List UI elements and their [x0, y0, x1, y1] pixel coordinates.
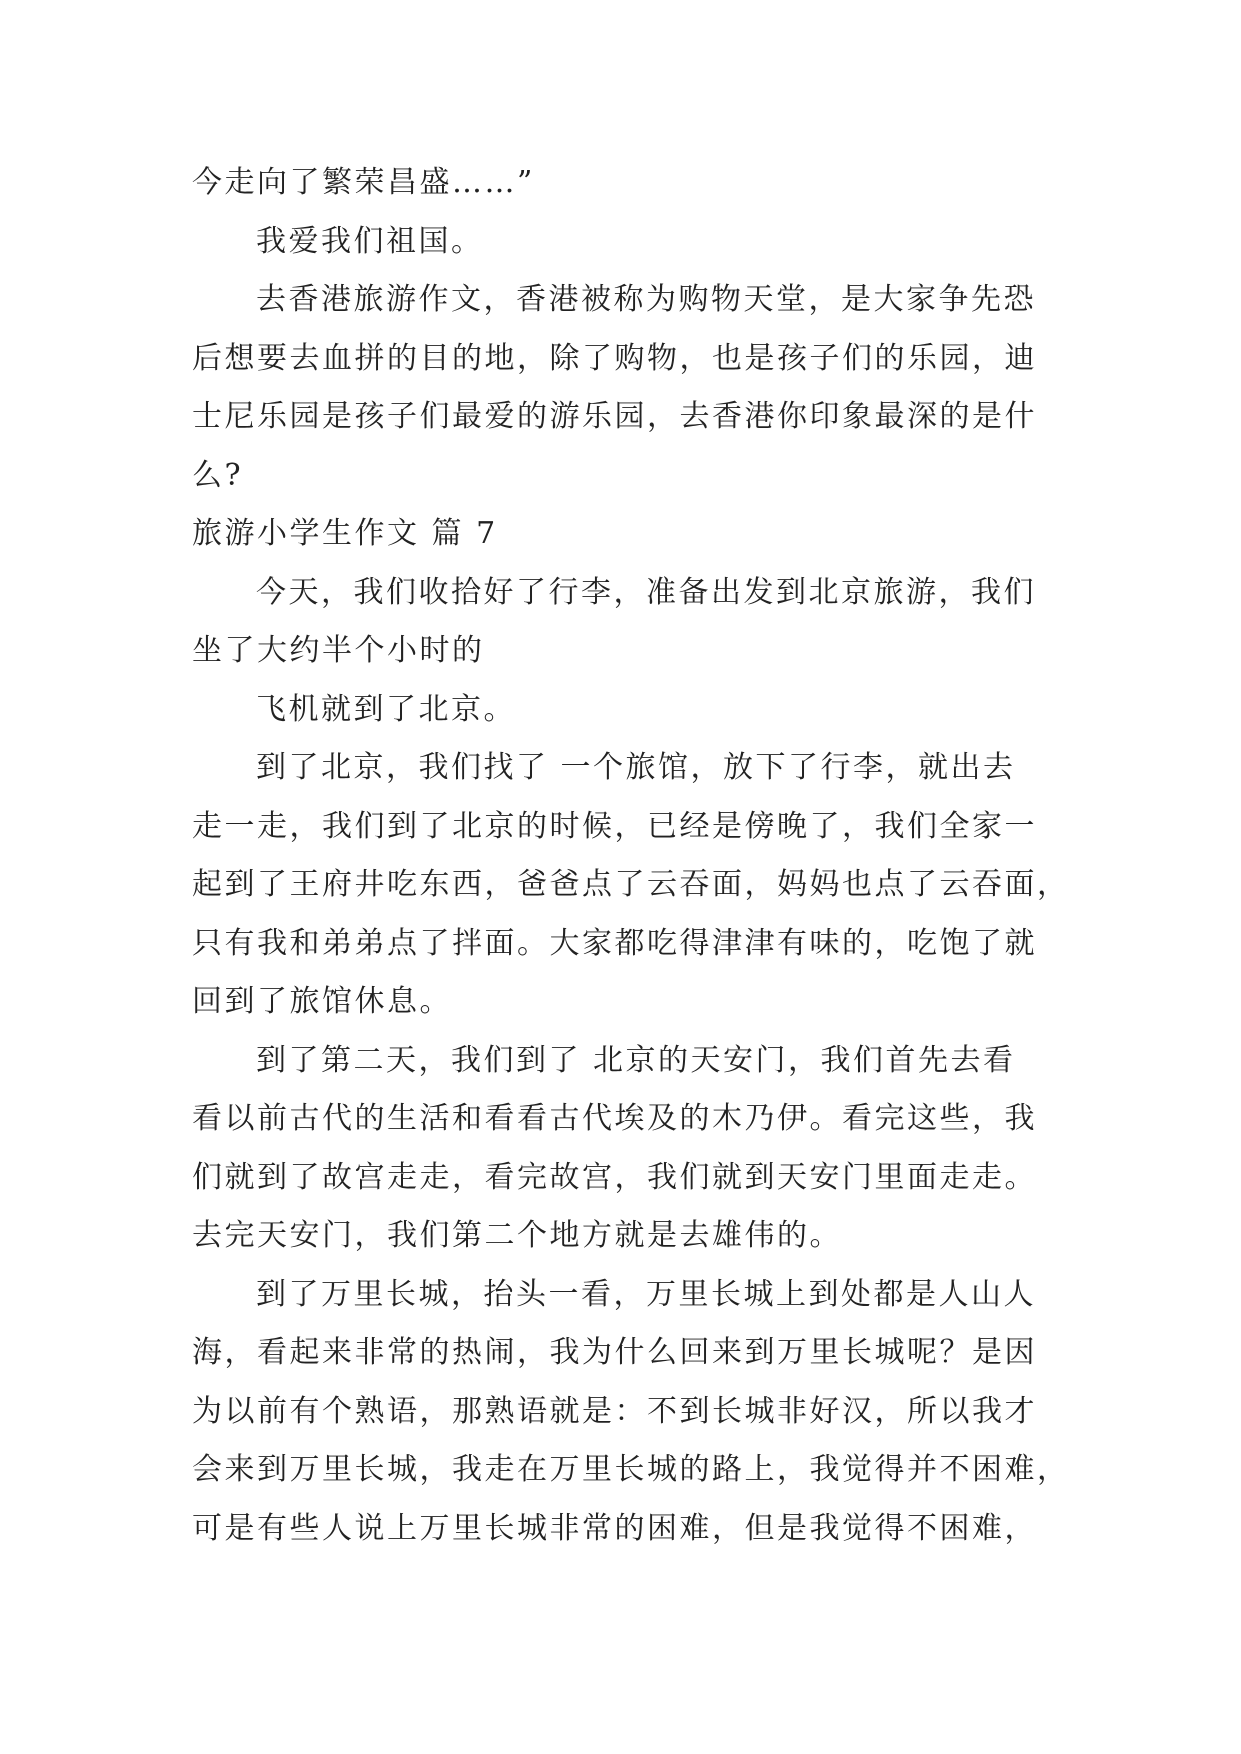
text-line: 去完天安门，我们第二个地方就是去雄伟的。 — [192, 1218, 842, 1253]
text-line: 为以前有个熟语，那熟语就是：不到长城非好汉，所以我才 — [192, 1393, 1037, 1429]
text-line: 今走向了繁荣昌盛……” — [192, 165, 535, 200]
text-line: 么? — [192, 457, 244, 493]
text-line: 会来到万里长城，我走在万里长城的路上，我觉得并不困难， — [192, 1452, 1070, 1487]
text-line: 只有我和弟弟点了拌面。大家都吃得津津有味的，吃饱了就 — [192, 925, 1037, 961]
section-heading: 旅游小学生作文 篇 7 — [192, 516, 498, 551]
text-line: 士尼乐园是孩子们最爱的游乐园，去香港你印象最深的是什 — [192, 399, 1037, 434]
text-line: 回到了旅馆休息。 — [192, 984, 452, 1019]
text-line: 走一走，我们到了北京的时候，已经是傍晚了，我们全家一 — [192, 808, 1037, 844]
text-line: 到了北京，我们找了 一个旅馆，放下了行李，就出去 — [256, 750, 1016, 785]
text-line: 后想要去血拼的目的地，除了购物，也是孩子们的乐园，迪 — [192, 340, 1037, 376]
text-line: 到了第二天，我们到了 北京的天安门，我们首先去看 — [256, 1042, 1016, 1078]
text-line: 们就到了故宫走走，看完故宫，我们就到天安门里面走走。 — [192, 1159, 1037, 1195]
text-line: 我爱我们祖国。 — [256, 223, 484, 259]
text-line: 起到了王府井吃东西，爸爸点了云吞面，妈妈也点了云吞面， — [192, 867, 1070, 902]
article-body — [192, 154, 1072, 1558]
text-line: 可是有些人说上万里长城非常的困难，但是我觉得不困难， — [192, 1510, 1037, 1546]
text-line: 去香港旅游作文，香港被称为购物天堂，是大家争先恐 — [256, 282, 1036, 317]
text-line: 坐了大约半个小时的 — [192, 633, 485, 668]
text-line: 到了万里长城，抬头一看，万里长城上到处都是人山人 — [256, 1276, 1036, 1312]
text-line: 海，看起来非常的热闹，我为什么回来到万里长城呢？是因 — [192, 1335, 1037, 1370]
text-line: 看以前古代的生活和看看古代埃及的木乃伊。看完这些，我 — [192, 1101, 1037, 1136]
text-line: 飞机就到了北京。 — [256, 691, 516, 727]
text-line: 今天，我们收拾好了行李，准备出发到北京旅游，我们 — [256, 574, 1036, 610]
